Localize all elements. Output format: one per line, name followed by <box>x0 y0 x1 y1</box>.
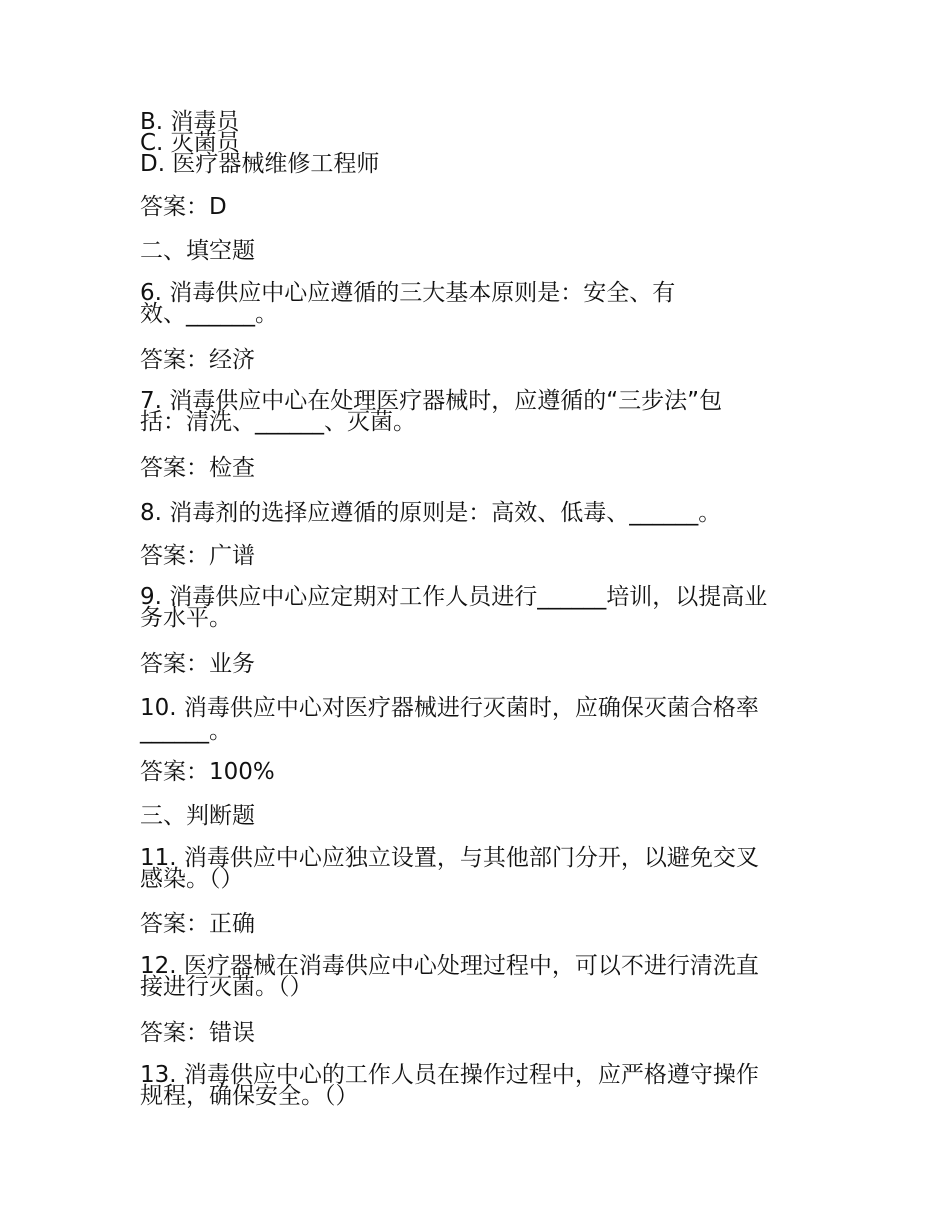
question-9-line-1: 9. 消毒供应中心应定期对工作人员进行______培训，以提高业 <box>140 584 768 610</box>
question-12-line-2: 接进行灭菌。（） <box>140 974 313 1000</box>
answer-12: 答案：错误 <box>140 1020 255 1046</box>
section-heading-true-false: 三、判断题 <box>140 803 255 829</box>
section-heading-fill-in: 二、填空题 <box>140 238 255 264</box>
question-6-line-2: 效、______。 <box>140 301 278 327</box>
question-9 <box>140 584 768 631</box>
question-11-line-2: 感染。（） <box>140 866 244 892</box>
option-d: D. 医疗器械维修工程师 <box>140 151 380 177</box>
question-10 <box>140 695 759 742</box>
answer-10: 答案：100% <box>140 759 275 785</box>
options-list <box>140 109 380 177</box>
question-12 <box>140 953 759 1000</box>
answer-7: 答案：检查 <box>140 455 255 481</box>
question-11-line-1: 11. 消毒供应中心应独立设置，与其他部门分开，以避免交叉 <box>140 845 759 871</box>
answer-11: 答案：正确 <box>140 911 255 937</box>
question-7-line-1: 7. 消毒供应中心在处理医疗器械时，应遵循的“三步法”包 <box>140 388 723 414</box>
question-8: 8. 消毒剂的选择应遵循的原则是：高效、低毒、______。 <box>140 500 722 526</box>
answer-9: 答案：业务 <box>140 651 255 677</box>
question-6-line-1: 6. 消毒供应中心应遵循的三大基本原则是：安全、有 <box>140 280 676 306</box>
question-13-line-1: 13. 消毒供应中心的工作人员在操作过程中，应严格遵守操作 <box>140 1062 759 1088</box>
question-12-line-1: 12. 医疗器械在消毒供应中心处理过程中，可以不进行清洗直 <box>140 953 759 979</box>
question-13 <box>140 1062 759 1109</box>
question-10-line-2: ______。 <box>140 718 232 744</box>
answer-6: 答案：经济 <box>140 347 255 373</box>
answer-8: 答案：广谱 <box>140 543 255 569</box>
question-7 <box>140 388 723 435</box>
question-13-line-2: 规程，确保安全。（） <box>140 1083 359 1109</box>
question-9-line-2: 务水平。 <box>140 605 232 631</box>
question-10-line-1: 10. 消毒供应中心对医疗器械进行灭菌时，应确保灭菌合格率 <box>140 695 759 721</box>
option-c: C. 灭菌员 <box>140 130 240 156</box>
question-7-line-2: 括：清洗、______、灭菌。 <box>140 409 416 435</box>
question-6 <box>140 280 676 327</box>
question-11 <box>140 845 759 892</box>
option-b: B. 消毒员 <box>140 109 240 135</box>
answer-5: 答案：D <box>140 194 227 220</box>
